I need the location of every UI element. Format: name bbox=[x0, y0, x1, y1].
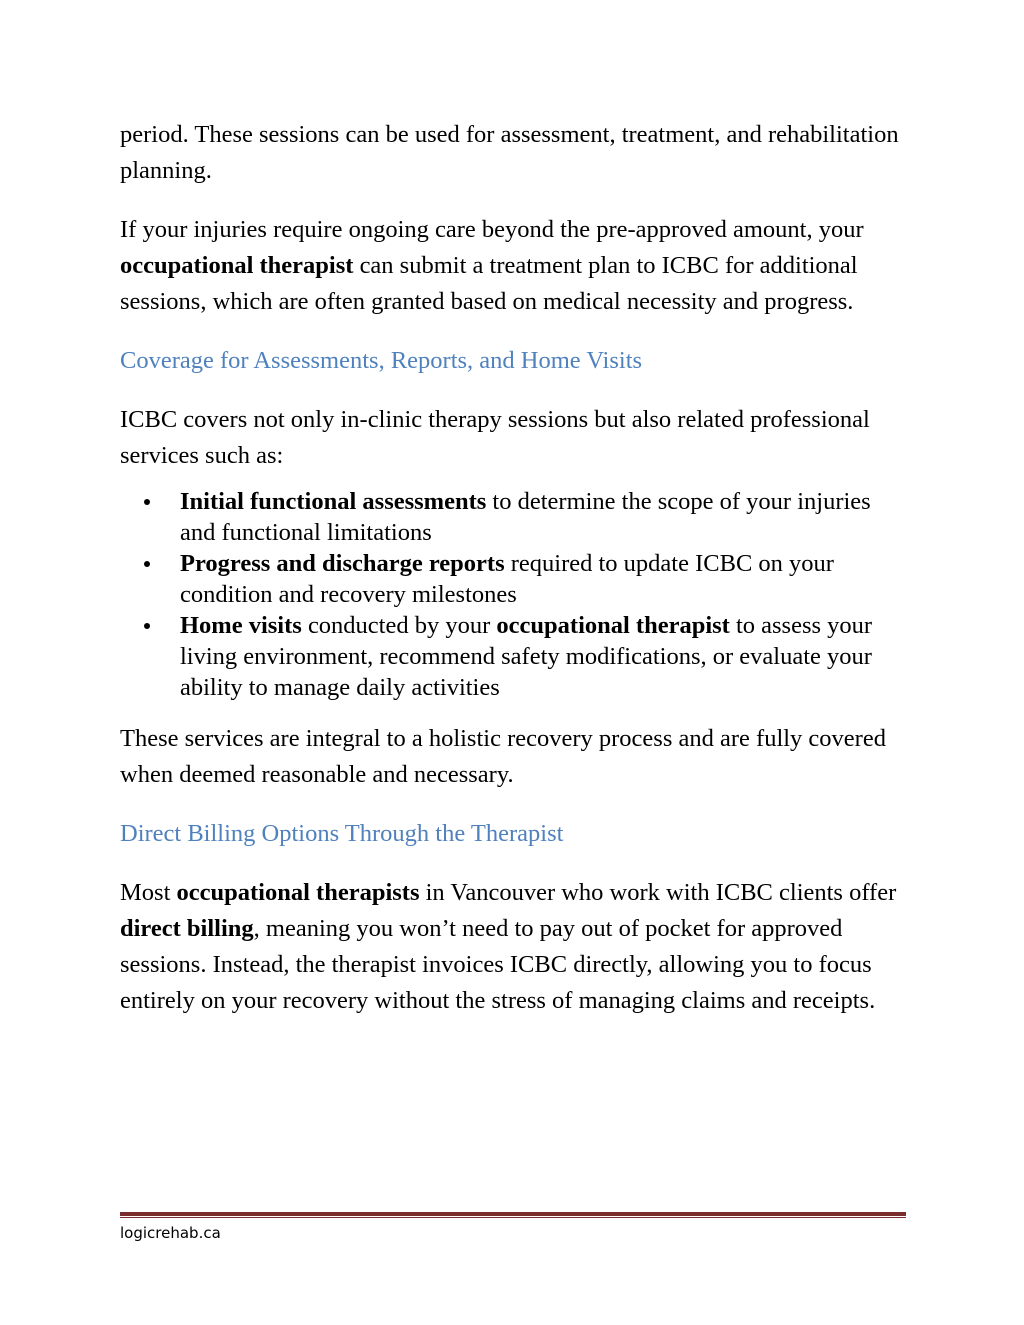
page-content bbox=[120, 117, 910, 1042]
list-item-text: to assess your living environment, recommend safety modifications, or evaluate your ability to manage daily activities bbox=[180, 612, 873, 701]
list-item bbox=[180, 486, 910, 548]
list-item bbox=[180, 548, 910, 610]
paragraph-text: These services are integral to a holistic recovery process and are fully covered when deemed reasonable and necessary. bbox=[120, 725, 886, 788]
bullet-icon bbox=[144, 499, 150, 505]
paragraph-ongoing-care bbox=[120, 212, 910, 320]
bold-term: Progress and discharge reports bbox=[180, 550, 505, 577]
list-item-text: required to update ICBC on your condition and recovery milestones bbox=[180, 550, 834, 608]
list-item-text: to determine the scope of your injuries and functional limitations bbox=[180, 488, 871, 546]
paragraph-integral-services bbox=[120, 721, 910, 793]
paragraph-text: can submit a treatment plan to ICBC for additional sessions, which are often granted based on medical necessity and progress. bbox=[120, 252, 858, 315]
bullet-icon bbox=[144, 561, 150, 567]
paragraph-text: , meaning you won’t need to pay out of pocket for approved sessions. Instead, the therapist invoices ICBC directly, allowing you to focus entirely on your recovery without the stress of managing claims and receipts. bbox=[120, 915, 876, 1014]
paragraph-text: Most bbox=[120, 879, 177, 906]
section-heading-direct-billing: Direct Billing Options Through the Therapist bbox=[120, 820, 564, 847]
bold-term: occupational therapist bbox=[496, 612, 730, 639]
bullet-icon bbox=[144, 623, 150, 629]
footer-site-name: logicrehab.ca bbox=[120, 1224, 221, 1242]
paragraph-text: If your injuries require ongoing care beyond the pre-approved amount, your bbox=[120, 216, 864, 243]
list-item bbox=[180, 610, 910, 703]
paragraph-direct-billing bbox=[120, 875, 910, 1019]
bold-term: Initial functional assessments bbox=[180, 488, 487, 515]
bold-term: direct billing bbox=[120, 915, 254, 942]
paragraph-text: period. These sessions can be used for assessment, treatment, and rehabilitation planning. bbox=[120, 121, 899, 184]
bold-term: Home visits bbox=[180, 612, 302, 639]
footer-divider bbox=[120, 1212, 906, 1219]
paragraph-text: in Vancouver who work with ICBC clients offer bbox=[419, 879, 897, 906]
paragraph-session-use bbox=[120, 117, 910, 189]
footer-divider-thin bbox=[120, 1217, 906, 1218]
paragraph-icbc-covers bbox=[120, 402, 910, 474]
bold-term: occupational therapist bbox=[120, 252, 354, 279]
footer-divider-thick bbox=[120, 1212, 906, 1216]
list-item-text: conducted by your bbox=[301, 612, 497, 639]
paragraph-text: ICBC covers not only in-clinic therapy sessions but also related professional services such as: bbox=[120, 406, 870, 469]
bold-term: occupational therapists bbox=[176, 879, 420, 906]
services-list bbox=[120, 486, 910, 703]
section-heading-coverage: Coverage for Assessments, Reports, and Home Visits bbox=[120, 347, 643, 374]
